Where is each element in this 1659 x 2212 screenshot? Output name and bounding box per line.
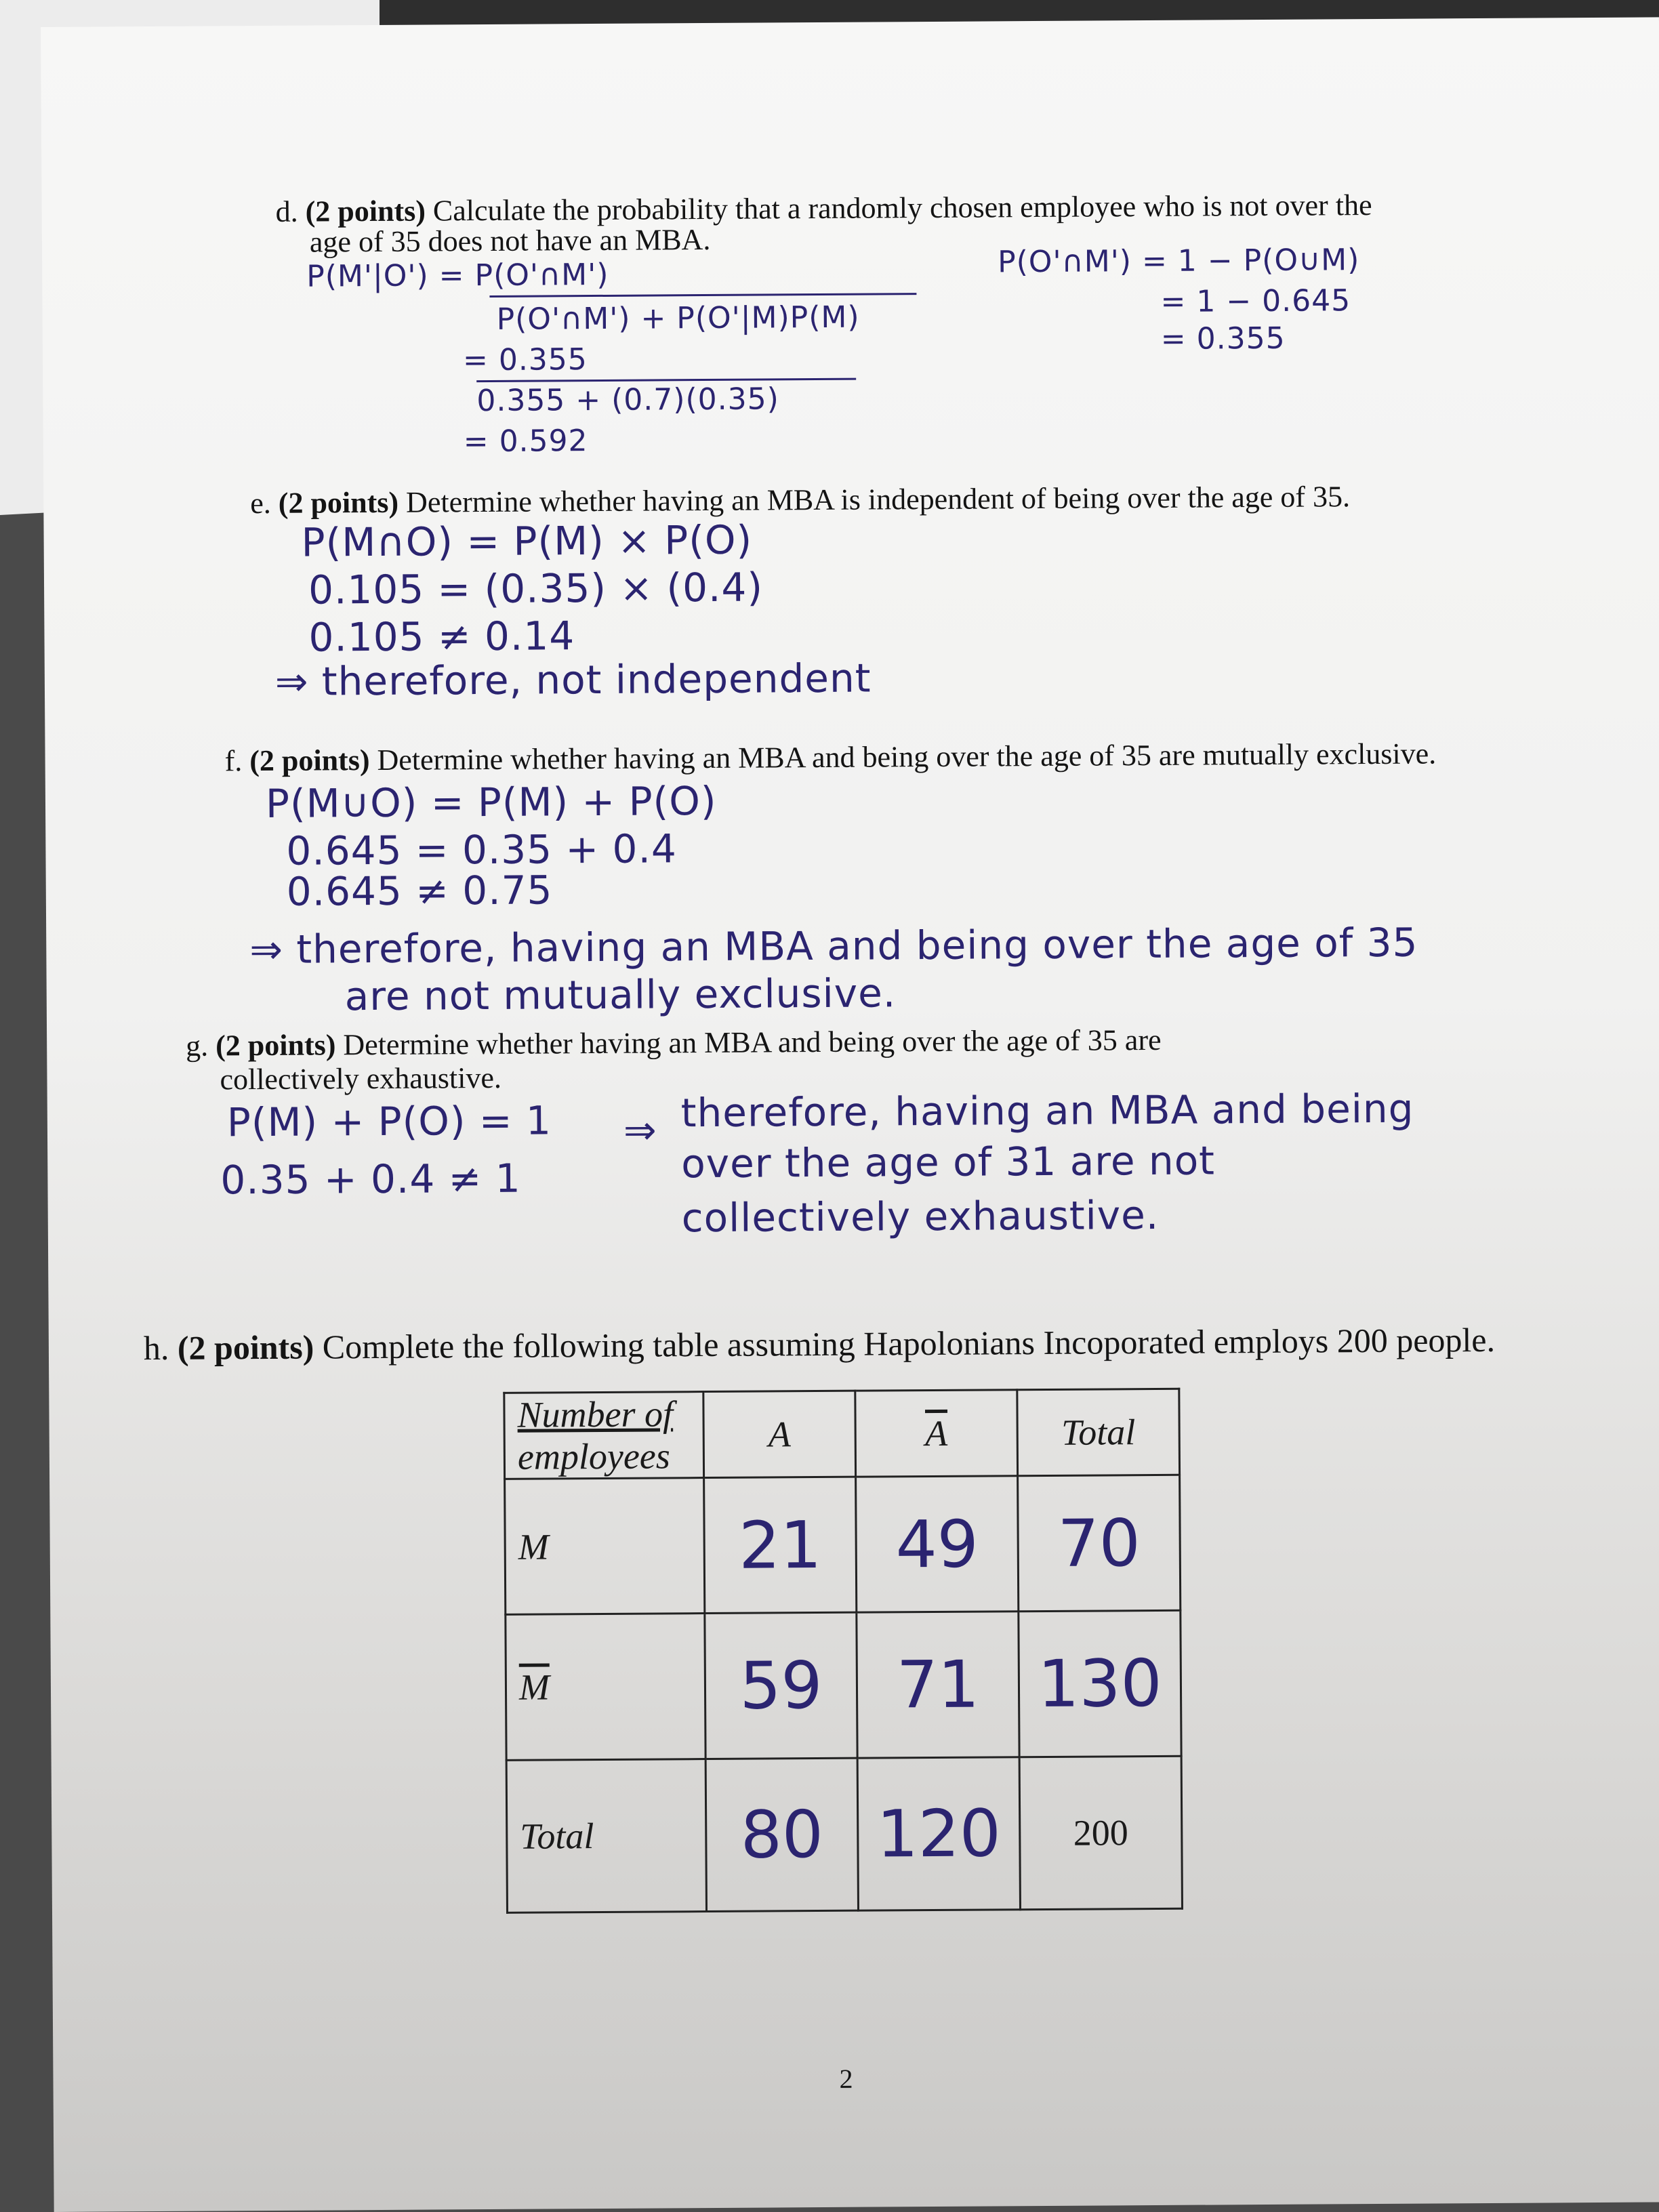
question-d [276, 188, 1372, 229]
question-e-points: (2 points) [278, 485, 399, 520]
d-work-left-1: P(M'|O') = P(O'∩M') [306, 257, 609, 294]
d-fraction-bar-1 [489, 293, 916, 298]
question-h-text: Complete the following table assuming Hapolonians Incoporated employs 200 people. [322, 1320, 1496, 1366]
question-g [186, 1023, 1162, 1063]
g-work-right-2: over the age of 31 are not [681, 1137, 1216, 1187]
table-row [505, 1475, 1181, 1614]
table-header-total: Total [1017, 1389, 1180, 1475]
d-work-left-4: 0.355 + (0.7)(0.35) [476, 382, 779, 419]
e-work-2: 0.105 = (0.35) × (0.4) [308, 564, 764, 613]
table-corner-cell [504, 1392, 704, 1479]
f-work-4: ⇒ therefore, having an MBA and being over the age of 35 [249, 919, 1418, 973]
question-f [224, 737, 1436, 778]
page-number: 2 [839, 2063, 853, 2094]
table-header-a-bar: $\overline{A}$ [855, 1390, 1018, 1477]
table-row-label-m-bar: $\overline{M}$ [506, 1614, 705, 1761]
g-work-left-1: P(M) + P(O) = 1 [226, 1097, 552, 1146]
question-h-label: h. [143, 1328, 169, 1368]
table-cell: 130 [1019, 1610, 1181, 1757]
question-h-points: (2 points) [177, 1328, 314, 1367]
d-work-left-2: P(O'∩M') + P(O'|M)P(M) [496, 300, 860, 337]
table-row [506, 1756, 1182, 1912]
question-h [143, 1320, 1496, 1368]
f-work-1: P(M∪O) = P(M) + P(O) [265, 777, 717, 827]
table-header-a: A [703, 1391, 856, 1477]
table-cell: 80 [705, 1758, 858, 1911]
question-d-label: d. [275, 194, 298, 228]
f-work-3: 0.645 ≠ 0.75 [286, 867, 553, 915]
employee-table [503, 1388, 1183, 1914]
d-work-left-5: = 0.592 [463, 424, 588, 459]
table-row [506, 1610, 1181, 1760]
question-d-text-1: Calculate the probability that a randomly chosen employee who is not over the [432, 188, 1372, 228]
d-work-left-3: = 0.355 [462, 342, 588, 378]
question-f-points: (2 points) [249, 743, 370, 778]
question-e-label: e. [250, 486, 271, 520]
question-e [250, 480, 1350, 520]
g-work-left-2: 0.35 + 0.4 ≠ 1 [220, 1155, 521, 1204]
table-cell: 59 [705, 1612, 857, 1759]
question-d-text-2: age of 35 does not have an MBA. [309, 222, 711, 259]
d-fraction-bar-2 [476, 378, 856, 382]
e-work-1: P(M∩O) = P(M) × P(O) [301, 516, 753, 566]
table-cell: 71 [857, 1612, 1019, 1758]
table-cell: 49 [856, 1476, 1019, 1612]
table-cell: 21 [704, 1477, 857, 1613]
question-f-label: f. [224, 744, 243, 778]
d-work-right-1: P(O'∩M') = 1 − P(O∪M) [997, 243, 1360, 280]
table-cell: 120 [857, 1757, 1020, 1910]
table-corner-line1: Number of [517, 1393, 674, 1435]
f-work-5: are not mutually exclusive. [344, 970, 897, 1020]
table-header-row [504, 1389, 1180, 1479]
worksheet-page [41, 17, 1659, 2212]
question-e-text: Determine whether having an MBA is independent of being over the age of 35. [405, 480, 1351, 519]
question-g-points: (2 points) [216, 1028, 336, 1063]
table-cell: 200 [1019, 1756, 1182, 1909]
g-work-right-1: therefore, having an MBA and being [680, 1085, 1414, 1136]
table-row-label-total: Total [506, 1759, 706, 1913]
d-work-right-2: = 1 − 0.645 [1160, 283, 1351, 319]
table-corner-line2: employees [517, 1435, 670, 1477]
table-row-label-m: M [505, 1478, 705, 1615]
question-g-text-2: collectively exhaustive. [220, 1061, 502, 1097]
d-work-right-3: = 0.355 [1160, 321, 1286, 356]
question-d-points: (2 points) [305, 194, 426, 228]
table-cell: 70 [1018, 1475, 1181, 1611]
f-work-2: 0.645 = 0.35 + 0.4 [286, 825, 678, 874]
g-arrow: ⇒ [623, 1107, 657, 1153]
question-g-text-1: Determine whether having an MBA and being over the age of 35 are [343, 1023, 1162, 1062]
e-work-4: ⇒ therefore, not independent [274, 655, 872, 705]
e-work-3: 0.105 ≠ 0.14 [308, 613, 575, 661]
question-f-text: Determine whether having an MBA and being over the age of 35 are mutually exclusive. [377, 737, 1437, 777]
question-g-label: g. [186, 1029, 209, 1063]
g-work-right-3: collectively exhaustive. [681, 1191, 1160, 1242]
